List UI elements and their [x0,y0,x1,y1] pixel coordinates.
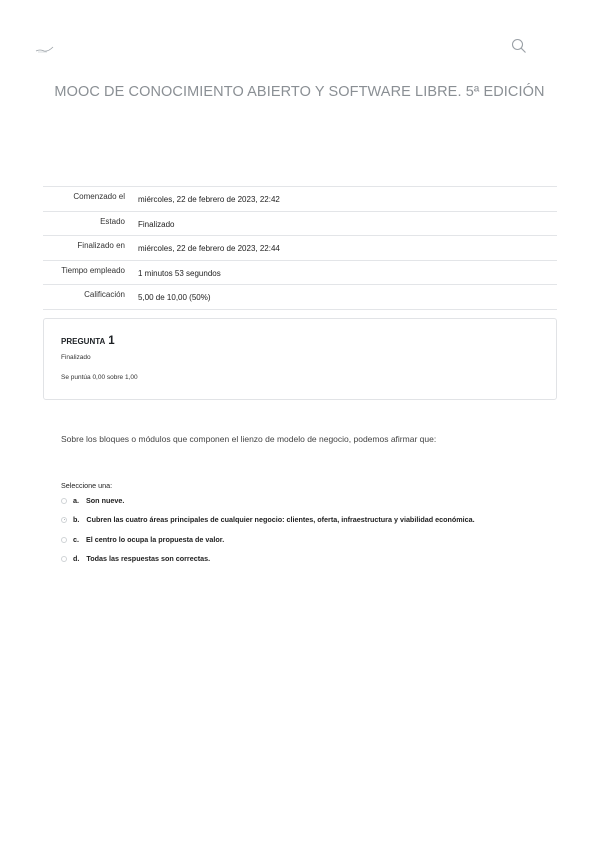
answer-letter: d. [73,554,80,563]
question-label: PREGUNTA [61,337,106,346]
question-text: Sobre los bloques o módulos que componen el lienzo de modelo de negocio, podemos afirmar que: [61,434,437,444]
summary-row-grade [43,285,557,310]
radio-button-selected[interactable] [61,517,67,523]
answer-text: El centro lo ocupa la propuesta de valor. [86,535,225,544]
summary-row-started [43,187,557,212]
summary-value: Finalizado [138,219,175,229]
attempt-summary-table [43,186,557,310]
question-heading [61,335,115,347]
answer-option-c[interactable] [61,535,224,544]
summary-value: 1 minutos 53 segundos [138,268,221,278]
answer-option-b[interactable] [61,515,475,524]
summary-label: Finalizado en [77,241,125,251]
answer-option-a[interactable] [61,496,124,505]
summary-label: Estado [100,216,125,226]
answer-prompt: Seleccione una: [61,481,113,490]
brand-logo-icon[interactable] [35,44,55,54]
answer-text: Son nueve. [86,496,125,505]
answer-text: Todas las respuestas son correctas. [86,554,211,563]
summary-row-finished [43,236,557,261]
summary-value: miércoles, 22 de febrero de 2023, 22:42 [138,195,280,205]
radio-button[interactable] [61,556,67,562]
search-icon[interactable] [510,37,528,55]
answer-text: Cubren las cuatro áreas principales de cualquier negocio: clientes, oferta, infraestructura y viabilidad económica. [86,515,475,524]
summary-label: Tiempo empleado [61,265,125,275]
summary-label: Comenzado el [73,192,125,202]
summary-row-state [43,211,557,236]
answer-letter: b. [73,515,80,524]
course-title[interactable]: MOOC DE CONOCIMIENTO ABIERTO Y SOFTWARE LIBRE. 5ª EDICIÓN [54,84,545,100]
answer-letter: a. [73,496,79,505]
summary-value: 5,00 de 10,00 (50%) [138,293,211,303]
radio-button[interactable] [61,537,67,543]
answer-option-d[interactable] [61,554,210,563]
question-grade: Se puntúa 0,00 sobre 1,00 [61,374,138,381]
radio-button[interactable] [61,498,67,504]
answer-letter: c. [73,535,79,544]
question-info-box [43,318,557,400]
summary-row-time [43,260,557,285]
summary-label: Calificación [84,290,125,300]
question-state: Finalizado [61,354,91,361]
summary-value: miércoles, 22 de febrero de 2023, 22:44 [138,244,280,254]
question-number: 1 [108,335,115,347]
